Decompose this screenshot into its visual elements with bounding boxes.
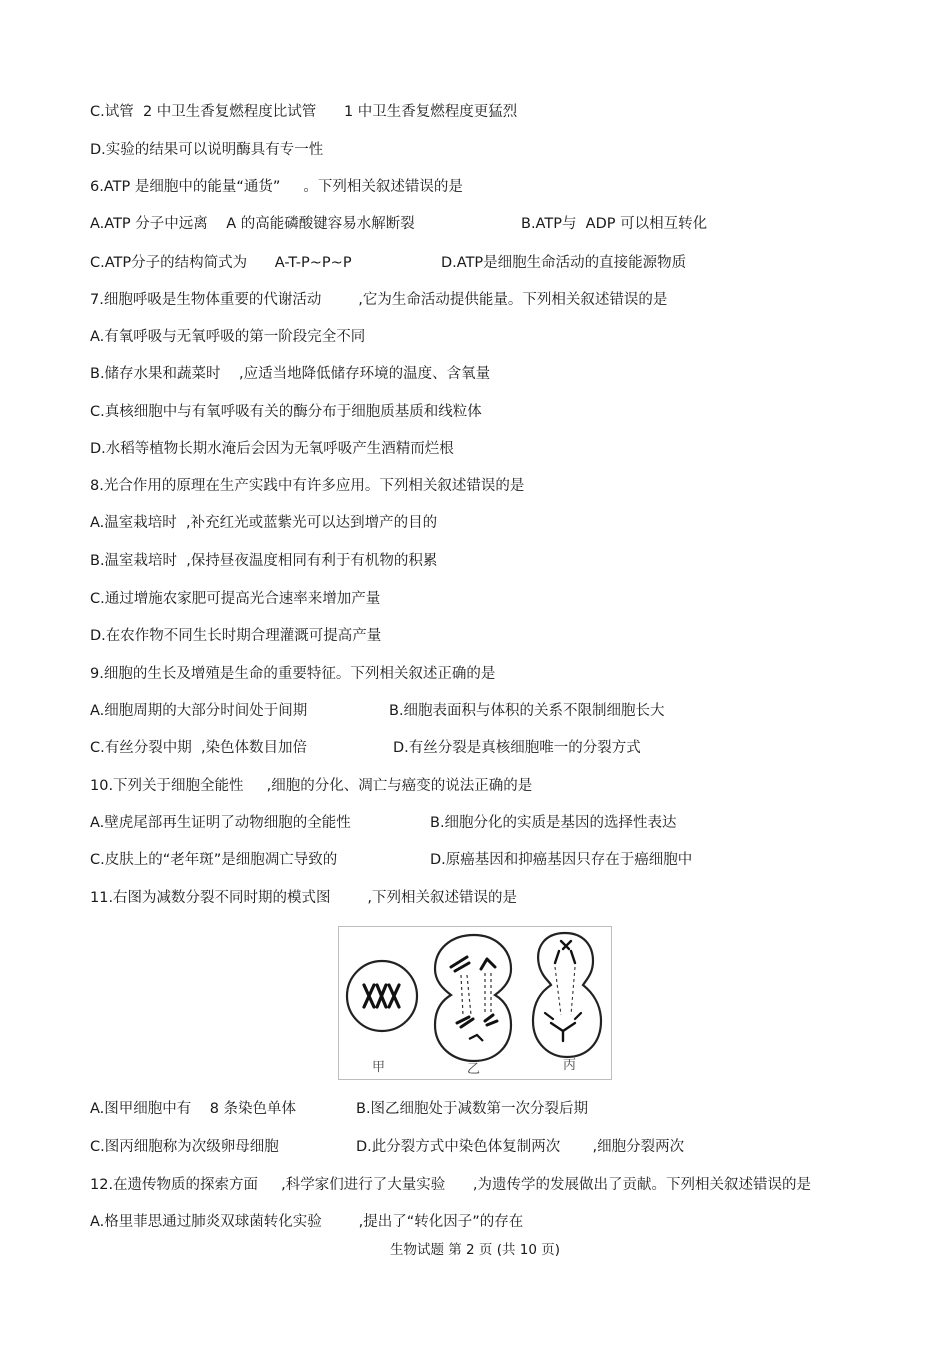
option-11a: A.图甲细胞中有 8 条染色单体 bbox=[90, 1101, 297, 1117]
figure-label-jia: 甲 bbox=[372, 1060, 386, 1075]
option-10d: D.原癌基因和抑癌基因只存在于癌细胞中 bbox=[430, 852, 693, 868]
option-8c: C.通过增施农家肥可提高光合速率来增加产量 bbox=[90, 591, 381, 607]
cell-yi bbox=[435, 935, 511, 1061]
question-6: 6.ATP 是细胞中的能量“通货” 。下列相关叙述错误的是 bbox=[90, 179, 463, 195]
option-10b: B.细胞分化的实质是基因的选择性表达 bbox=[430, 815, 677, 831]
figure-label-bing: 丙 bbox=[563, 1058, 577, 1073]
option-8b: B.温室栽培时 ,保持昼夜温度相同有利于有机物的积累 bbox=[90, 553, 438, 569]
option-6c: C.ATP分子的结构简式为 A-T-P~P~P bbox=[90, 255, 352, 271]
question-12: 12.在遗传物质的探索方面 ,科学家们进行了大量实验 ,为遗传学的发展做出了贡献。下列相关叙述错误的是 bbox=[90, 1177, 811, 1193]
option-6b: B.ATP与 ADP 可以相互转化 bbox=[521, 216, 708, 232]
option-6d: D.ATP是细胞生命活动的直接能源物质 bbox=[441, 255, 687, 271]
question-7: 7.细胞呼吸是生物体重要的代谢活动 ,它为生命活动提供能量。下列相关叙述错误的是 bbox=[90, 292, 668, 308]
option-7a: A.有氧呼吸与无氧呼吸的第一阶段完全不同 bbox=[90, 329, 366, 345]
option-12a: A.格里菲思通过肺炎双球菌转化实验 ,提出了“转化因子”的存在 bbox=[90, 1214, 524, 1230]
question-8: 8.光合作用的原理在生产实践中有许多应用。下列相关叙述错误的是 bbox=[90, 478, 525, 494]
option-7d: D.水稻等植物长期水淹后会因为无氧呼吸产生酒精而烂根 bbox=[90, 441, 454, 457]
option-8d: D.在农作物不同生长时期合理灌溉可提高产量 bbox=[90, 628, 382, 644]
option-10a: A.壁虎尾部再生证明了动物细胞的全能性 bbox=[90, 815, 351, 831]
option-6a: A.ATP 分子中远离 A 的高能磷酸键容易水解断裂 bbox=[90, 216, 415, 232]
line-d-enzyme: D.实验的结果可以说明酶具有专一性 bbox=[90, 142, 324, 158]
cell-jia bbox=[347, 961, 417, 1031]
option-11c: C.图丙细胞称为次级卵母细胞 bbox=[90, 1139, 279, 1155]
option-11d: D.此分裂方式中染色体复制两次 ,细胞分裂两次 bbox=[356, 1139, 685, 1155]
option-7c: C.真核细胞中与有氧呼吸有关的酶分布于细胞质基质和线粒体 bbox=[90, 404, 482, 420]
option-9b: B.细胞表面积与体积的关系不限制细胞长大 bbox=[389, 703, 665, 719]
meiosis-figure bbox=[338, 926, 612, 1080]
question-10: 10.下列关于细胞全能性 ,细胞的分化、凋亡与癌变的说法正确的是 bbox=[90, 778, 533, 794]
option-9a: A.细胞周期的大部分时间处于间期 bbox=[90, 703, 308, 719]
line-c-test-tube: C.试管 2 中卫生香复燃程度比试管 1 中卫生香复燃程度更猛烈 bbox=[90, 104, 518, 120]
option-10c: C.皮肤上的“老年斑”是细胞凋亡导致的 bbox=[90, 852, 338, 868]
option-9d: D.有丝分裂是真核细胞唯一的分裂方式 bbox=[393, 740, 641, 756]
option-8a: A.温室栽培时 ,补充红光或蓝紫光可以达到增产的目的 bbox=[90, 515, 438, 531]
question-11: 11.右图为减数分裂不同时期的模式图 ,下列相关叙述错误的是 bbox=[90, 890, 518, 906]
cell-bing bbox=[533, 933, 601, 1057]
figure-label-yi: 乙 bbox=[467, 1062, 481, 1077]
option-9c: C.有丝分裂中期 ,染色体数目加倍 bbox=[90, 740, 308, 756]
option-11b: B.图乙细胞处于减数第一次分裂后期 bbox=[356, 1101, 589, 1117]
question-9: 9.细胞的生长及增殖是生命的重要特征。下列相关叙述正确的是 bbox=[90, 666, 496, 682]
option-7b: B.储存水果和蔬菜时 ,应适当地降低储存环境的温度、含氧量 bbox=[90, 366, 491, 382]
page-footer: 生物试题 第 2 页 (共 10 页) bbox=[389, 1242, 561, 1258]
